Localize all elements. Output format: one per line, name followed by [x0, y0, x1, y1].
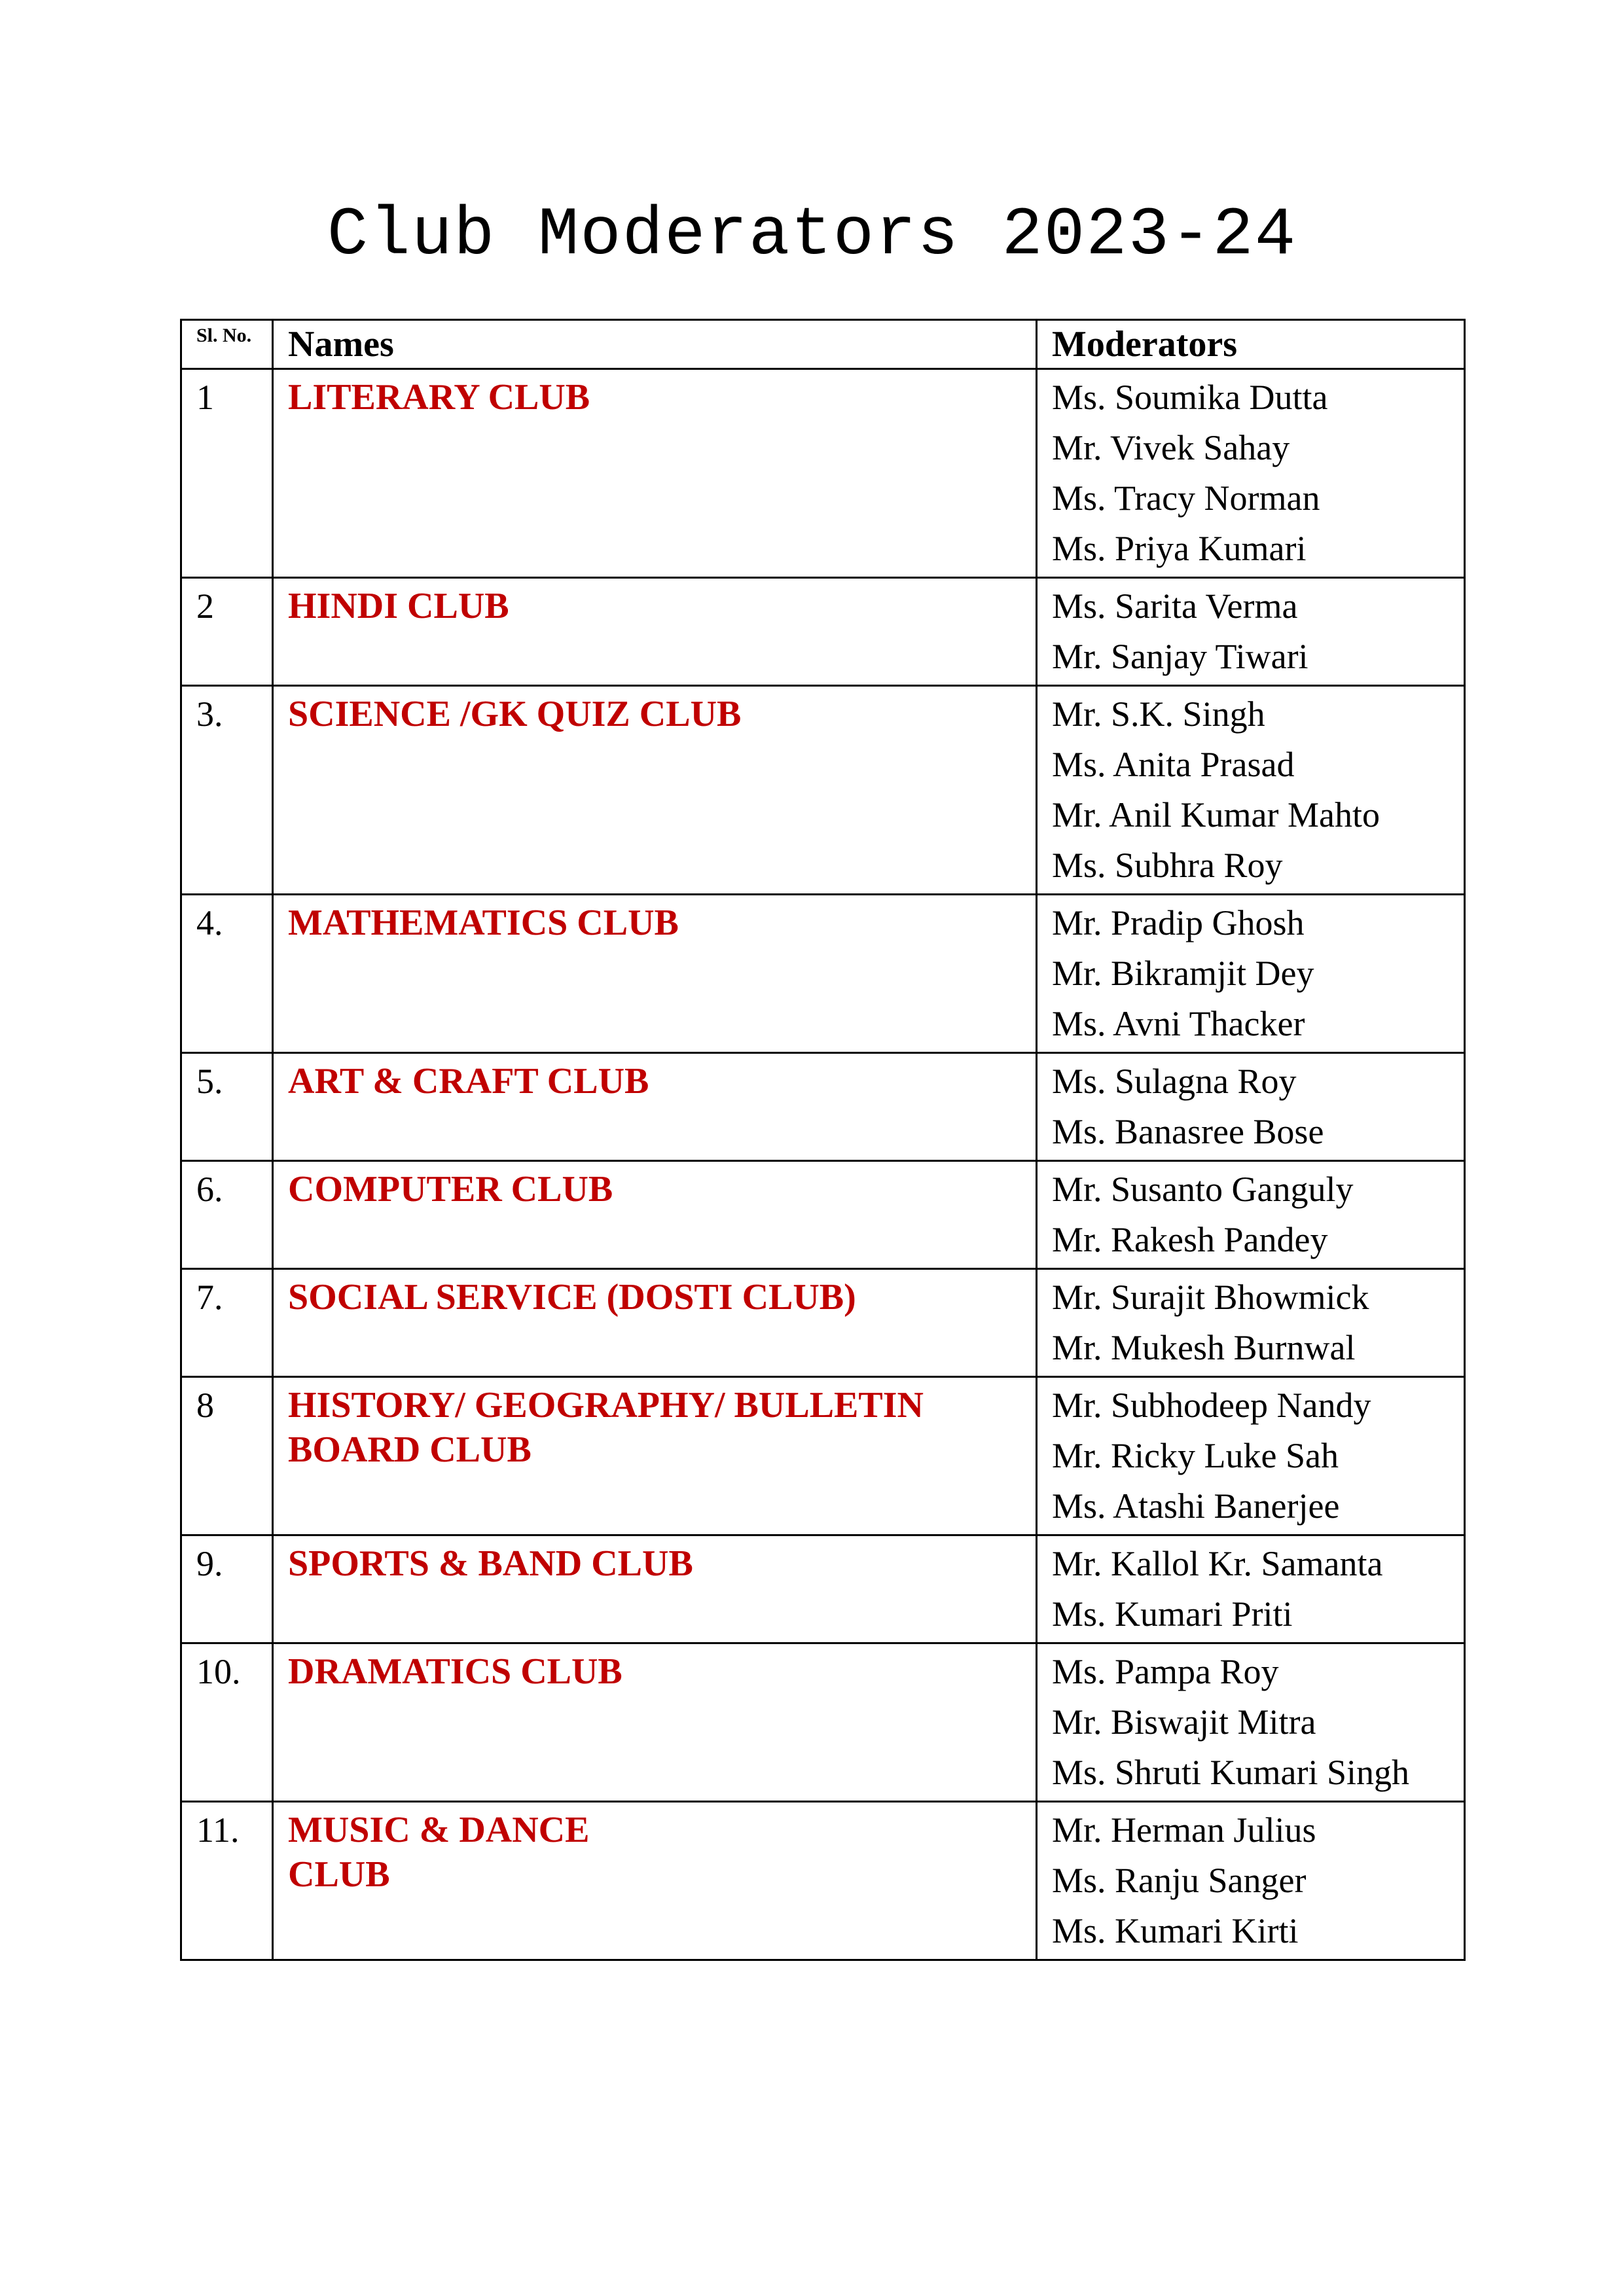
moderator-name: Mr. Susanto Ganguly	[1052, 1170, 1354, 1209]
club-name-line: HISTORY/ GEOGRAPHY/ BULLETIN	[288, 1385, 924, 1426]
page-title: Club Moderators 2023-24	[327, 197, 1297, 274]
serial-number: 2	[181, 578, 273, 686]
moderator-name: Ms. Ranju Sanger	[1052, 1861, 1307, 1900]
club-name-line: MUSIC & DANCE	[288, 1810, 590, 1850]
header-names: Names	[273, 320, 1037, 369]
moderator-name: Mr. Bikramjit Dey	[1052, 954, 1314, 993]
table-row	[181, 1535, 1465, 1643]
moderator-name: Ms. Kumari Kirti	[1052, 1911, 1299, 1950]
moderator-list	[1037, 369, 1465, 578]
moderator-name: Mr. Rakesh Pandey	[1052, 1220, 1328, 1259]
club-name	[273, 1802, 1037, 1960]
club-name-line: LITERARY CLUB	[288, 377, 590, 418]
header-moderators: Moderators	[1037, 320, 1465, 369]
moderator-name: Mr. S.K. Singh	[1052, 694, 1265, 734]
club-name-line: SCIENCE /GK QUIZ CLUB	[288, 694, 742, 734]
club-name-line: HINDI CLUB	[288, 586, 509, 626]
moderator-name: Mr. Biswajit Mitra	[1052, 1702, 1316, 1742]
moderator-name: Mr. Sanjay Tiwari	[1052, 637, 1308, 676]
moderator-name: Mr. Herman Julius	[1052, 1810, 1316, 1850]
moderator-name: Mr. Vivek Sahay	[1052, 428, 1290, 467]
club-name	[273, 686, 1037, 895]
club-name	[273, 1535, 1037, 1643]
moderator-name: Ms. Sulagna Roy	[1052, 1062, 1297, 1101]
moderator-name: Mr. Subhodeep Nandy	[1052, 1386, 1371, 1425]
moderator-list	[1037, 1377, 1465, 1535]
moderator-list	[1037, 578, 1465, 686]
table-row	[181, 1269, 1465, 1377]
club-name	[273, 1269, 1037, 1377]
moderator-list	[1037, 1269, 1465, 1377]
moderator-name: Ms. Pampa Roy	[1052, 1652, 1279, 1691]
moderator-name: Mr. Mukesh Burnwal	[1052, 1328, 1356, 1367]
club-name	[273, 1377, 1037, 1535]
table-row	[181, 578, 1465, 686]
table-row	[181, 369, 1465, 578]
serial-number: 10.	[181, 1643, 273, 1802]
moderator-list	[1037, 1802, 1465, 1960]
moderator-name: Ms. Banasree Bose	[1052, 1112, 1324, 1151]
serial-number: 3.	[181, 686, 273, 895]
moderator-name: Mr. Ricky Luke Sah	[1052, 1436, 1339, 1475]
table-row	[181, 1377, 1465, 1535]
serial-number: 11.	[181, 1802, 273, 1960]
serial-number: 9.	[181, 1535, 273, 1643]
club-name	[273, 1643, 1037, 1802]
header-sl-no: Sl. No.	[181, 320, 273, 369]
club-name	[273, 578, 1037, 686]
moderator-name: Ms. Priya Kumari	[1052, 529, 1307, 568]
table-row	[181, 1053, 1465, 1161]
club-name-line: SPORTS & BAND CLUB	[288, 1543, 693, 1584]
table-row	[181, 895, 1465, 1053]
serial-number: 6.	[181, 1161, 273, 1269]
moderator-name: Mr. Kallol Kr. Samanta	[1052, 1544, 1383, 1583]
moderator-list	[1037, 1643, 1465, 1802]
moderator-name: Ms. Subhra Roy	[1052, 846, 1283, 885]
moderator-name: Ms. Atashi Banerjee	[1052, 1486, 1340, 1526]
club-name	[273, 369, 1037, 578]
serial-number: 1	[181, 369, 273, 578]
moderator-name: Ms. Sarita Verma	[1052, 586, 1298, 626]
serial-number: 4.	[181, 895, 273, 1053]
club-name-line: CLUB	[288, 1854, 390, 1895]
moderator-name: Mr. Anil Kumar Mahto	[1052, 795, 1380, 834]
serial-number: 5.	[181, 1053, 273, 1161]
club-name	[273, 895, 1037, 1053]
club-name-line: ART & CRAFT CLUB	[288, 1061, 649, 1102]
serial-number: 8	[181, 1377, 273, 1535]
club-name-line: DRAMATICS CLUB	[288, 1651, 623, 1692]
club-moderators-table	[180, 319, 1466, 1961]
moderator-name: Ms. Tracy Norman	[1052, 478, 1320, 518]
table-row	[181, 1802, 1465, 1960]
table-row	[181, 686, 1465, 895]
moderator-name: Mr. Pradip Ghosh	[1052, 903, 1305, 942]
club-name-line: SOCIAL SERVICE (DOSTI CLUB)	[288, 1277, 856, 1318]
moderator-list	[1037, 1535, 1465, 1643]
moderator-name: Ms. Soumika Dutta	[1052, 378, 1328, 417]
club-name	[273, 1161, 1037, 1269]
moderator-list	[1037, 1161, 1465, 1269]
table-row	[181, 1643, 1465, 1802]
moderator-list	[1037, 686, 1465, 895]
table-body	[181, 369, 1465, 1960]
moderator-list	[1037, 895, 1465, 1053]
club-name-line: BOARD CLUB	[288, 1429, 532, 1470]
serial-number: 7.	[181, 1269, 273, 1377]
moderator-name: Ms. Anita Prasad	[1052, 745, 1295, 784]
club-name-line: MATHEMATICS CLUB	[288, 903, 679, 943]
table-header-row	[181, 320, 1465, 369]
table-row	[181, 1161, 1465, 1269]
moderator-name: Mr. Surajit Bhowmick	[1052, 1278, 1369, 1317]
moderator-list	[1037, 1053, 1465, 1161]
moderator-name: Ms. Shruti Kumari Singh	[1052, 1753, 1410, 1792]
moderator-name: Ms. Kumari Priti	[1052, 1594, 1293, 1634]
club-name	[273, 1053, 1037, 1161]
club-name-line: COMPUTER CLUB	[288, 1169, 613, 1210]
moderator-name: Ms. Avni Thacker	[1052, 1004, 1305, 1043]
